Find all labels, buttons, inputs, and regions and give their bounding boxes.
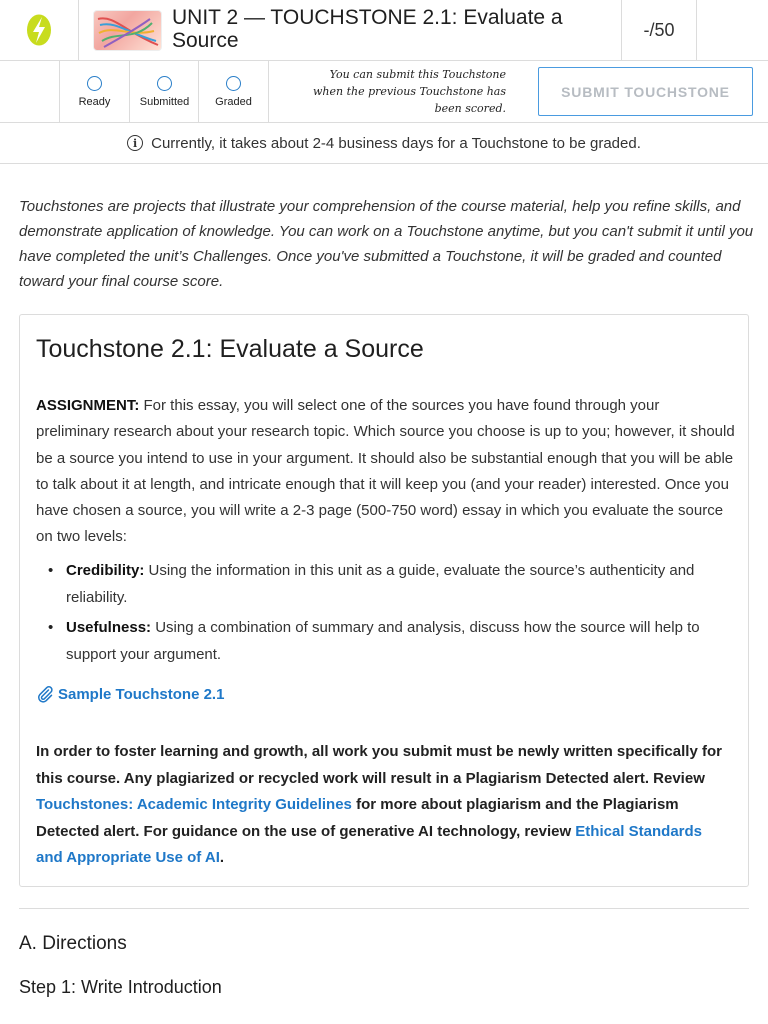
status-row bbox=[0, 61, 768, 123]
assignment-body: For this essay, you will select one of the sources you have found through your preliminary research about your research topic. Which source you choose is up to you; however, it should be a source you intend to use in your argument. It should also be substantial enough that you will be able to talk about it at length, and intricate enough that it will keep you (and your reader) interested. Once you have chosen a source, you will write a 2-3 page (500-750 word) essay in which you evaluate the source on two levels: bbox=[36, 397, 735, 546]
ai-standards-link[interactable]: Ethical Standards and Appropriate Use of AI bbox=[36, 822, 702, 866]
list-item bbox=[36, 615, 716, 668]
paperclip-icon bbox=[36, 685, 54, 703]
section-directions-heading: A. Directions bbox=[19, 933, 127, 954]
status-submitted bbox=[129, 61, 199, 122]
policy-text: for more about plagiarism and the Plagiarism Detected alert. For guidance on the use of generative AI technology, review bbox=[36, 796, 679, 840]
grading-info-text: Currently, it takes about 2-4 business days for a Touchstone to be graded. bbox=[151, 134, 641, 152]
policy-text: In order to foster learning and growth, all work you submit must be newly written specifically for this course. Any plagiarized or recycled work will result in a Plagiarism Detected alert. Review bbox=[36, 743, 722, 787]
score-display: -/50 bbox=[621, 0, 697, 60]
grading-info-bar bbox=[0, 123, 768, 164]
assignment-card bbox=[19, 314, 749, 887]
criteria-label: Credibility: bbox=[66, 562, 145, 579]
graded-circle-icon bbox=[226, 76, 241, 91]
criteria-text: Using the information in this unit as a guide, evaluate the source’s authenticity and reliability. bbox=[66, 562, 695, 606]
status-label: Submitted bbox=[139, 95, 190, 108]
policy-text: . bbox=[219, 849, 225, 866]
list-item bbox=[36, 558, 716, 611]
assignment-text bbox=[36, 393, 736, 551]
unit-title: UNIT 2 — TOUCHSTONE 2.1: Evaluate a Source bbox=[172, 6, 563, 52]
attachment-label: Sample Touchstone 2.1 bbox=[58, 685, 225, 703]
touchstone-intro: Touchstones are projects that illustrate your comprehension of the course material, help you refine skills, and demonstrate application of knowledge. You can work on a Touchstone anytime, but you can't submit it until you have completed the unit’s Challenges. Once you've submitted a Touchstone, it will be graded and counted toward your final course score. bbox=[19, 198, 754, 290]
criteria-list bbox=[36, 558, 716, 672]
integrity-guidelines-link[interactable]: Touchstones: Academic Integrity Guidelines bbox=[36, 796, 352, 813]
submitted-circle-icon bbox=[157, 76, 172, 91]
status-ready bbox=[59, 61, 129, 122]
section-divider bbox=[19, 908, 749, 909]
status-graded bbox=[198, 61, 268, 122]
criteria-text: Using a combination of summary and analysis, discuss how the source will help to support your argument. bbox=[66, 619, 700, 663]
integrity-policy bbox=[36, 739, 726, 872]
status-divider bbox=[268, 61, 269, 122]
logo-bolt-icon bbox=[26, 13, 52, 47]
sample-attachment-link[interactable] bbox=[36, 685, 224, 703]
step-1-heading: Step 1: Write Introduction bbox=[19, 977, 222, 997]
submit-note: You can submit this Touchstone when the previous Touchstone has been scored. bbox=[313, 68, 506, 115]
sophia-logo[interactable] bbox=[0, 0, 79, 60]
info-icon: i bbox=[127, 135, 143, 151]
ready-circle-icon bbox=[87, 76, 102, 91]
card-title: Touchstone 2.1: Evaluate a Source bbox=[36, 335, 424, 363]
top-header bbox=[0, 0, 768, 61]
assignment-label: ASSIGNMENT: bbox=[36, 397, 140, 414]
status-label: Ready bbox=[78, 95, 111, 108]
submit-touchstone-button[interactable]: SUBMIT TOUCHSTONE bbox=[538, 67, 753, 116]
criteria-label: Usefulness: bbox=[66, 619, 152, 636]
unit-thumbnail bbox=[93, 10, 162, 51]
status-label: Graded bbox=[215, 95, 252, 108]
